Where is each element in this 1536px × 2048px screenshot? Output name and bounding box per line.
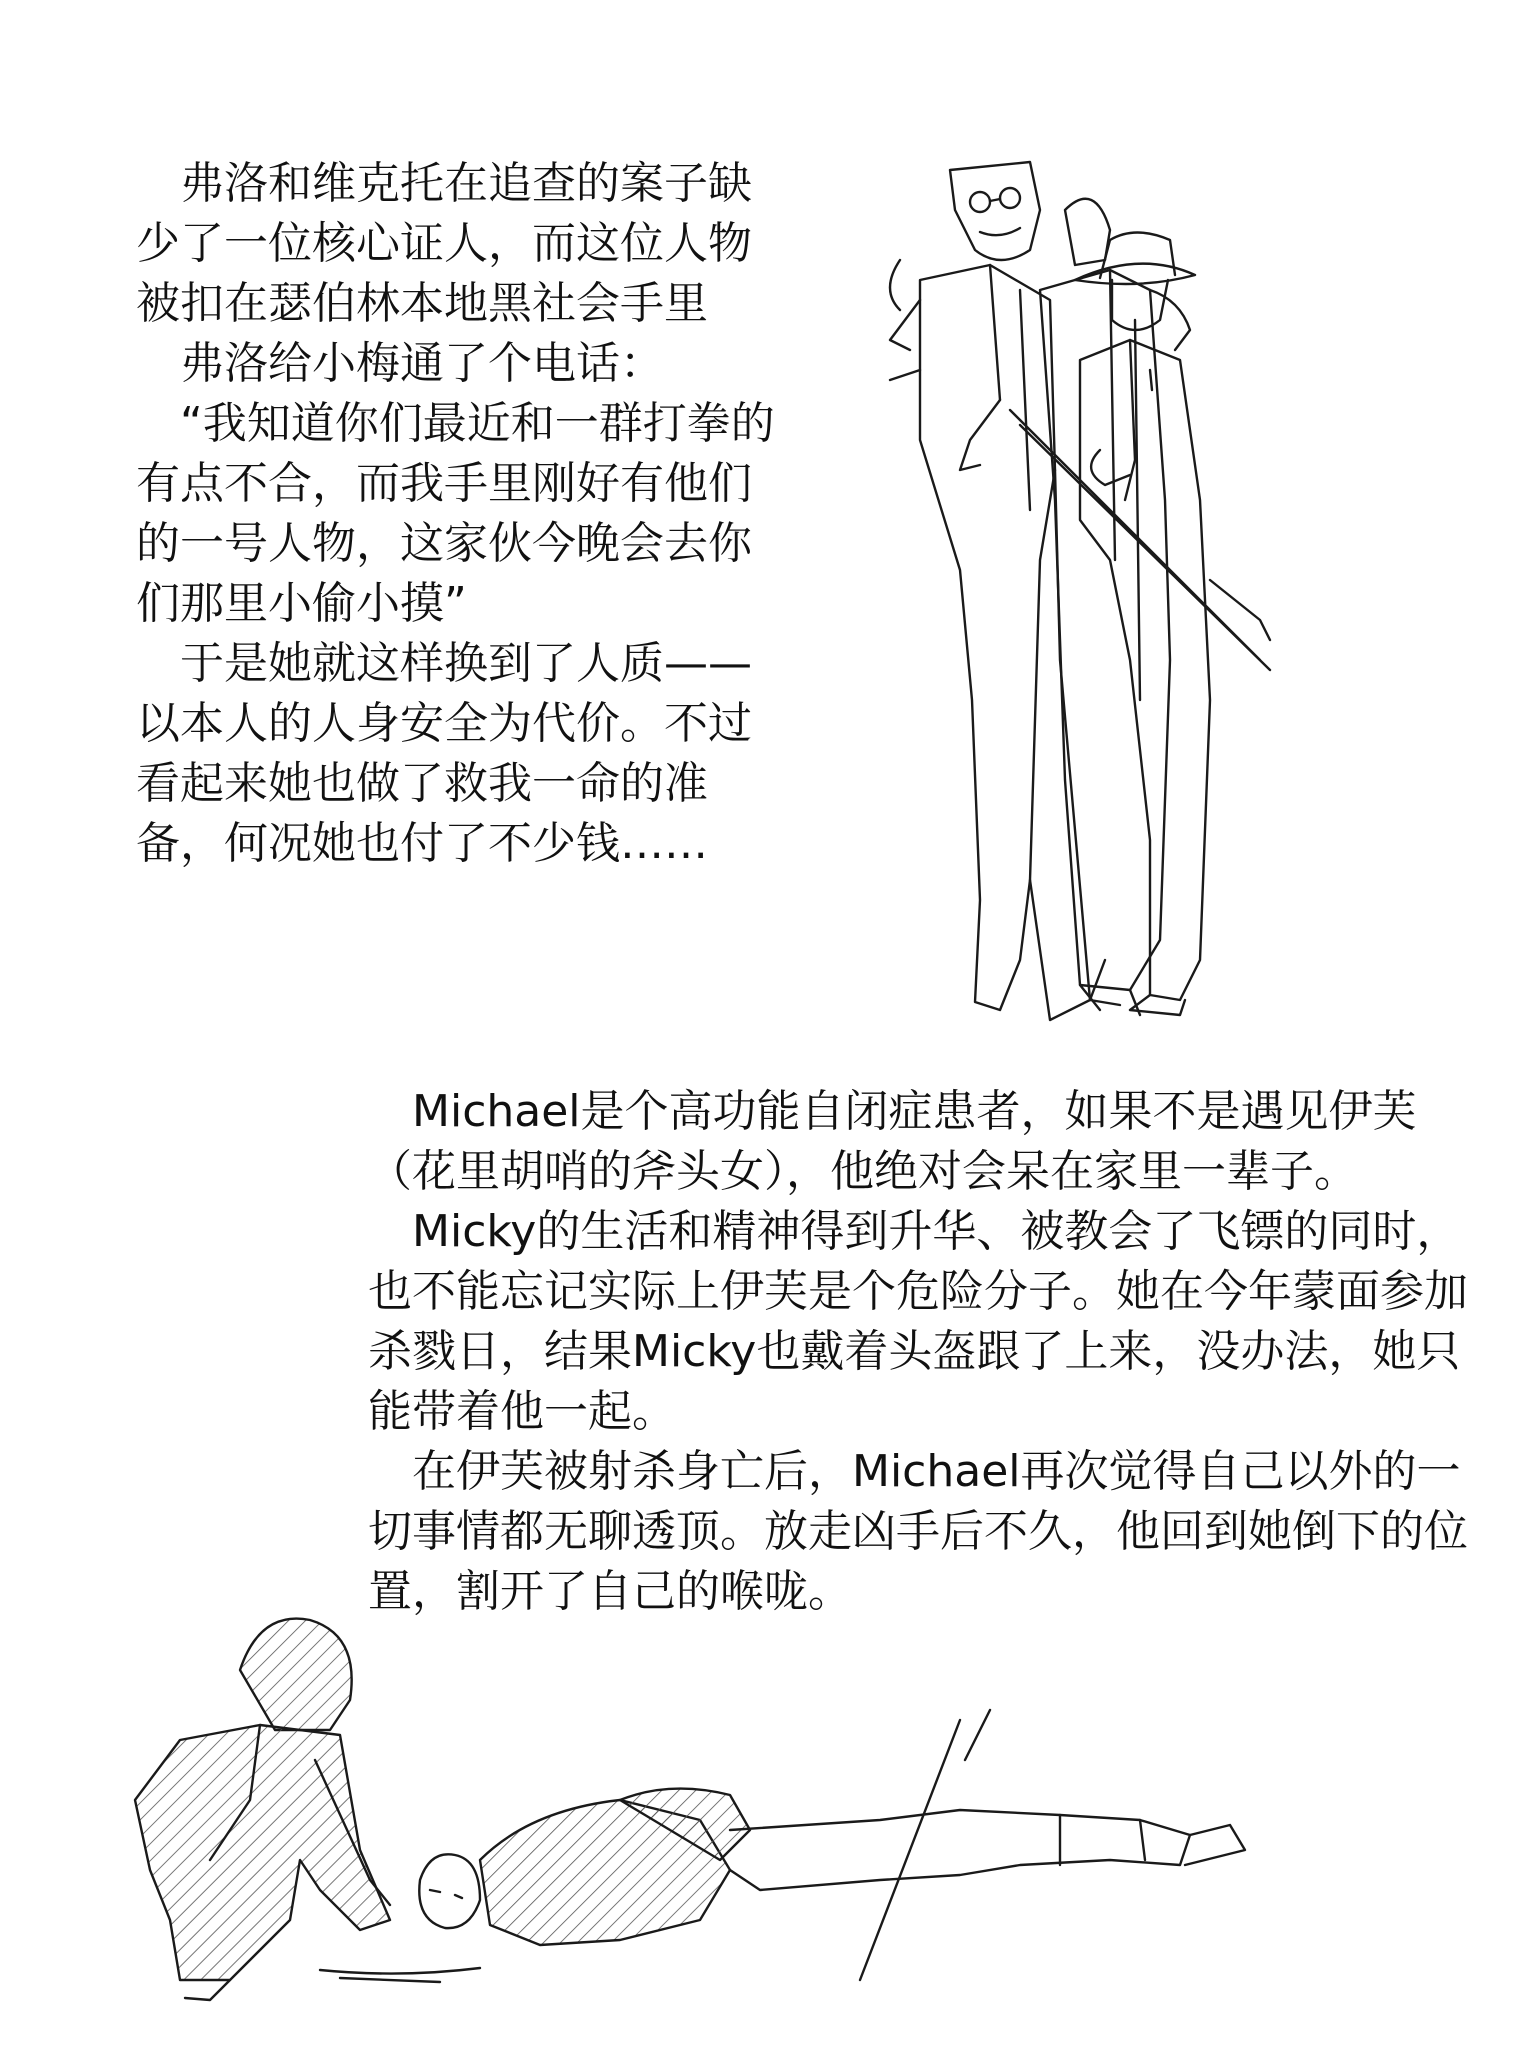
figure-crouching-helmet xyxy=(135,1619,390,2000)
figure-lying xyxy=(320,1710,1245,1982)
paragraph: 弗洛和维克托在追查的案子缺少了一位核心证人，而这位人物被扣在瑟伯林本地黑社会手里 xyxy=(136,158,752,329)
story-text-bottom xyxy=(368,1082,1468,1622)
paragraph: Micky的生活和精神得到升华、被教会了飞镖的同时，也不能忘记实际上伊芙是个危险分子。她在今年蒙面参加杀戮日，结果Micky也戴着头盔跟了上来，没办法，她只能带着他一起。 xyxy=(368,1206,1468,1437)
sketch-three-figures xyxy=(880,140,1536,1080)
story-text-top xyxy=(136,154,786,874)
paragraph: 于是她就这样换到了人质——以本人的人身安全为代价。不过看起来她也做了救我一命的准备，何况她也付了不少钱…… xyxy=(136,638,752,869)
paragraph: 弗洛给小梅通了个电话： xyxy=(180,338,664,389)
paragraph: Michael是个高功能自闭症患者，如果不是遇见伊芙（花里胡哨的斧头女），他绝对会呆在家里一辈子。 xyxy=(368,1086,1417,1197)
figure-glasses-man xyxy=(890,162,1090,1020)
paragraph: 在伊芙被射杀身亡后，Michael再次觉得自己以外的一切事情都无聊透顶。放走凶手后不久，他回到她倒下的位置，割开了自己的喉咙。 xyxy=(368,1446,1468,1617)
paragraph: “我知道你们最近和一群打拳的有点不合，而我手里刚好有他们的一号人物，这家伙今晚会去你们那里小偷小摸” xyxy=(136,398,775,629)
sketch-fallen-figures xyxy=(60,1560,1340,2030)
